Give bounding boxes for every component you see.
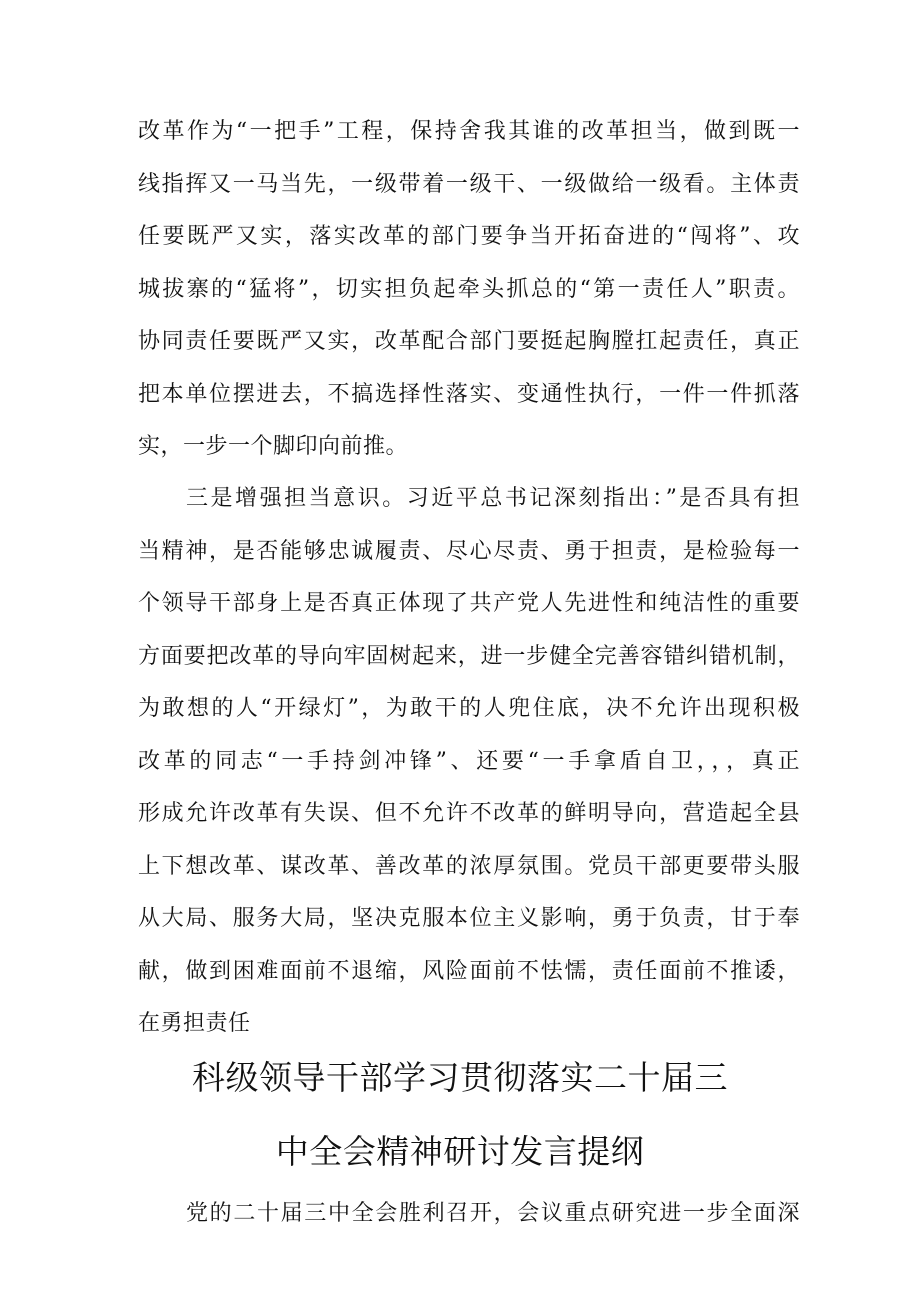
text-line: 形成允许改革有失误、但不允许不改革的鲜明导向，营造起全县 xyxy=(138,801,800,826)
text-line: 三是增强担当意识。习近平总书记深刻指出：”是否具有担 xyxy=(186,486,800,511)
text-line: 把本单位摆进去，不搞选择性落实、变通性执行，一件一件抓落 xyxy=(138,382,800,407)
text-line: 为敢想的人“开绿灯”，为敢干的人兜住底，决不允许出现积极 xyxy=(138,696,800,721)
text-line: 在勇担责任 xyxy=(138,1011,251,1036)
text-line: 党的二十届三中全会胜利召开，会议重点研究进一步全面深 xyxy=(186,1201,800,1226)
text-line: 献，做到困难面前不退缩，风险面前不怯懦，责任面前不推诿， xyxy=(138,959,800,984)
text-line: 改革作为“一把手”工程，保持舍我其谁的改革担当，做到既一 xyxy=(138,119,800,144)
title-line-2: 中全会精神研讨发言提纲 xyxy=(275,1132,645,1171)
text-line: 当精神，是否能够忠诚履责、尽心尽责、勇于担责，是检验每一 xyxy=(138,539,800,564)
text-line: 任要既严又实，落实改革的部门要争当开拓奋进的“闯将”、攻 xyxy=(138,224,800,249)
text-line: 个领导干部身上是否真正体现了共产党人先进性和纯洁性的重要 xyxy=(138,591,800,616)
text-line: 上下想改革、谋改革、善改革的浓厚氛围。党员干部更要带头服 xyxy=(138,854,800,879)
text-line: 线指挥又一马当先，一级带着一级干、一级做给一级看。主体责 xyxy=(138,172,800,197)
title-line-1: 科级领导干部学习贯彻落实二十届三 xyxy=(192,1058,728,1097)
text-line: 方面要把改革的导向牢固树起来，进一步健全完善容错纠错机制， xyxy=(138,644,800,669)
text-line: 改革的同志“一手持剑冲锋”、还要“一手拿盾自卫，，，真正 xyxy=(138,749,800,774)
text-line: 协同责任要既严又实，改革配合部门要挺起胸膛扛起责任，真正 xyxy=(138,329,800,354)
text-line: 实，一步一个脚印向前推。 xyxy=(138,434,409,459)
text-line: 从大局、服务大局，坚决克服本位主义影响，勇于负责，甘于奉 xyxy=(138,906,800,931)
text-line: 城拔寨的“猛将”，切实担负起牵头抓总的“第一责任人”职责。 xyxy=(138,277,800,302)
